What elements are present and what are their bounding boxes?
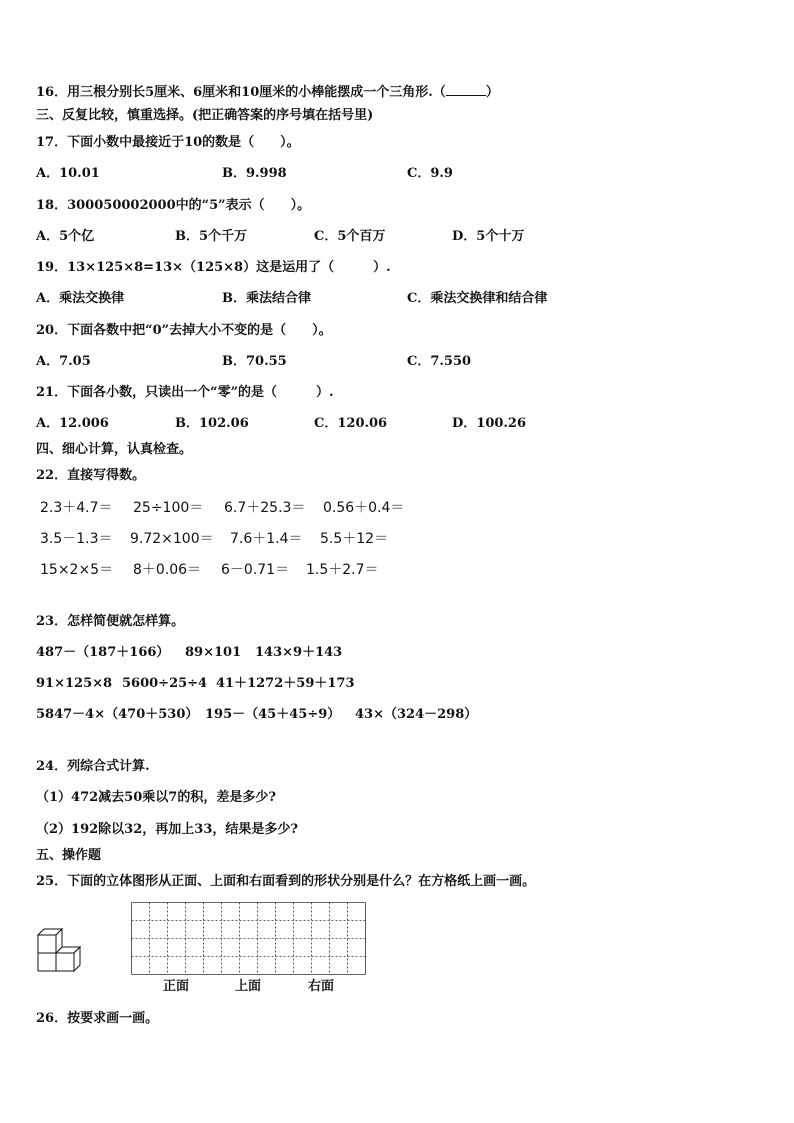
cube-figure: [36, 927, 90, 973]
simplify-item: 91×125×8: [36, 676, 113, 691]
question-17-option-a[interactable]: A．10.01: [36, 166, 100, 181]
simplify-item: 5847－4×（470＋530）: [36, 707, 199, 722]
simplify-item: 41＋1272＋59＋173: [216, 676, 355, 691]
simplify-item: 487－（187＋166）: [36, 645, 170, 660]
question-19-option-a[interactable]: A．乘法交换律: [36, 291, 125, 306]
question-24-item-1: （1）472减去50乘以7的积，差是多少?: [36, 790, 276, 805]
calc-item: 2.3＋4.7＝: [40, 500, 113, 516]
question-17-option-c[interactable]: C．9.9: [407, 166, 453, 181]
question-18-option-c[interactable]: C．5个百万: [314, 229, 386, 244]
question-21-stem: 21．下面各小数，只读出一个“零”的是（ ）.: [36, 385, 334, 400]
simplify-item: 43×（324－298）: [355, 707, 478, 722]
question-19-option-b[interactable]: B．乘法结合律: [222, 291, 311, 306]
grid-label-top: 上面: [235, 979, 262, 994]
question-17-stem: 17．下面小数中最接近于10的数是（ ）。: [36, 135, 300, 150]
calc-item: 9.72×100＝: [130, 531, 214, 547]
grid-label-right: 右面: [308, 979, 335, 994]
question-24-item-2: （2）192除以32，再加上33，结果是多少?: [36, 822, 298, 837]
calc-item: 25÷100＝: [133, 500, 204, 516]
question-16-text: 16．用三根分别长5厘米、6厘米和10厘米的小棒能摆成一个三角形.（: [36, 85, 446, 100]
calc-item: 6.7＋25.3＝: [224, 500, 306, 516]
question-16: [36, 83, 499, 101]
calc-item: 7.6＋1.4＝: [230, 531, 303, 547]
question-18-stem: 18．300050002000中的“5”表示（ ）。: [36, 198, 311, 213]
question-21-option-c[interactable]: C．120.06: [314, 416, 388, 431]
calc-item: 0.56＋0.4＝: [323, 500, 405, 516]
question-21-option-b[interactable]: B．102.06: [175, 416, 249, 431]
question-25-stem: 25．下面的立体图形从正面、上面和右面看到的形状分别是什么？在方格纸上画一画。: [36, 874, 536, 889]
calc-item: 3.5－1.3＝: [40, 531, 113, 547]
question-17-option-b[interactable]: B．9.998: [222, 166, 287, 181]
question-18-option-d[interactable]: D．5个十万: [452, 229, 525, 244]
question-21-option-a[interactable]: A．12.006: [36, 416, 109, 431]
question-21-option-d[interactable]: D．100.26: [452, 416, 527, 431]
calc-item: 15×2×5＝: [40, 562, 114, 578]
question-20-stem: 20．下面各数中把“0”去掉大小不变的是（ ）。: [36, 323, 332, 338]
calc-item: 6－0.71＝: [221, 562, 290, 578]
question-20-option-c[interactable]: C．7.550: [407, 354, 472, 369]
question-23-stem: 23．怎样简便就怎样算。: [36, 614, 185, 629]
question-24-stem: 24．列综合式计算.: [36, 759, 150, 774]
section-3-title: 三、反复比较，慎重选择。(把正确答案的序号填在括号里): [36, 108, 374, 123]
drawing-grid[interactable]: [131, 902, 366, 976]
question-18-option-b[interactable]: B．5个千万: [175, 229, 248, 244]
question-18-option-a[interactable]: A．5个亿: [36, 229, 95, 244]
calc-item: 8＋0.06＝: [133, 562, 202, 578]
grid-label-front: 正面: [163, 979, 190, 994]
question-20-option-b[interactable]: B．70.55: [222, 354, 287, 369]
question-19-option-c[interactable]: C．乘法交换律和结合律: [407, 291, 548, 306]
section-4-title: 四、细心计算，认真检查。: [36, 442, 193, 457]
question-20-option-a[interactable]: A．7.05: [36, 354, 91, 369]
simplify-item: 195－（45＋45÷9）: [205, 707, 341, 722]
section-5-title: 五、操作题: [36, 848, 102, 863]
simplify-item: 5600÷25÷4: [122, 676, 208, 691]
question-19-stem: 19．13×125×8=13×（125×8）这是运用了（ ）.: [36, 260, 391, 275]
calc-item: 5.5＋12＝: [320, 531, 389, 547]
calc-item: 1.5＋2.7＝: [306, 562, 379, 578]
question-26-stem: 26．按要求画一画。: [36, 1011, 159, 1026]
simplify-item: 143×9＋143: [255, 645, 343, 660]
answer-blank[interactable]: [446, 83, 486, 96]
question-16-close: ）: [485, 85, 499, 100]
simplify-item: 89×101: [185, 645, 242, 660]
question-22-stem: 22．直接写得数。: [36, 468, 146, 483]
